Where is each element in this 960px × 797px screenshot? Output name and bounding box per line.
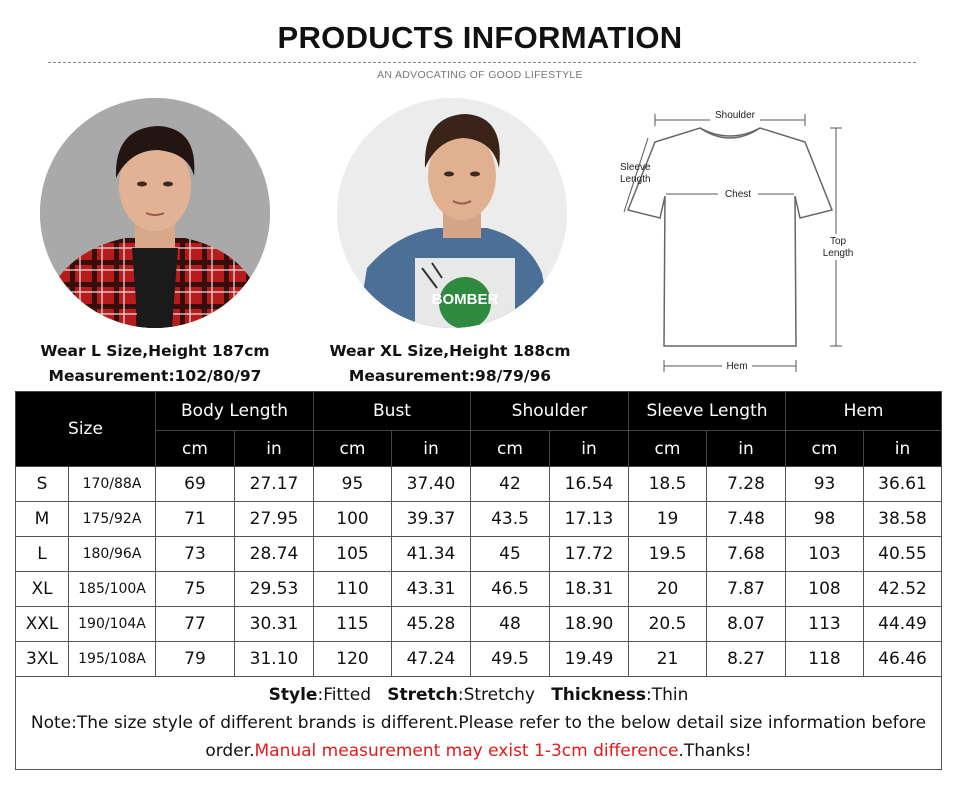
measurement-cell: 40.55 [864, 537, 942, 572]
unit-header: cm [314, 431, 392, 467]
measurement-cell: 38.58 [864, 502, 942, 537]
measurement-cell: 47.24 [392, 642, 471, 677]
measurement-cell: 113 [786, 607, 864, 642]
unit-header: in [392, 431, 471, 467]
model-photo-l [40, 98, 270, 328]
model-l-size-height: Wear L Size,Height 187cm [40, 342, 270, 360]
size-label: L [16, 537, 69, 572]
note-thanks: .Thanks! [678, 741, 752, 761]
model-xl-size-height: Wear XL Size,Height 188cm [329, 342, 571, 360]
thickness-label: Thickness [551, 685, 646, 705]
unit-header: cm [786, 431, 864, 467]
table-row [16, 467, 942, 502]
note-text: Note:The size style of different brands is different.Please refer to the below detail size information before order. [30, 713, 927, 761]
chest-label: Chest [724, 189, 752, 200]
column-group-header: Bust [314, 392, 471, 431]
measurement-cell: 79 [156, 642, 235, 677]
measurement-cell: 7.87 [707, 572, 786, 607]
measurement-cell: 103 [786, 537, 864, 572]
measurement-cell: 120 [314, 642, 392, 677]
measurement-cell: 18.5 [629, 467, 707, 502]
unit-header: in [550, 431, 629, 467]
measurement-cell: 44.49 [864, 607, 942, 642]
measurement-cell: 37.40 [392, 467, 471, 502]
column-group-header: Sleeve Length [629, 392, 786, 431]
measurement-cell: 93 [786, 467, 864, 502]
measurement-cell: 69 [156, 467, 235, 502]
model-l-caption [20, 339, 290, 389]
size-chart-table [15, 391, 942, 770]
unit-header: cm [156, 431, 235, 467]
size-code: 195/108A [69, 642, 156, 677]
sleeve-label-line1: Sleeve [620, 162, 651, 173]
page-subtitle: AN ADVOCATING OF GOOD LIFESTYLE [377, 69, 583, 81]
measurement-cell: 7.48 [707, 502, 786, 537]
measurement-cell: 41.34 [392, 537, 471, 572]
size-code: 170/88A [69, 467, 156, 502]
measurement-cell: 18.31 [550, 572, 629, 607]
column-group-header: Hem [786, 392, 942, 431]
size-code: 190/104A [69, 607, 156, 642]
table-row [16, 537, 942, 572]
model-l-measurement: Measurement:102/80/97 [48, 367, 262, 385]
measurement-cell: 20 [629, 572, 707, 607]
product-notes [16, 677, 942, 770]
unit-header: in [864, 431, 942, 467]
measurement-cell: 16.54 [550, 467, 629, 502]
measurement-cell: 108 [786, 572, 864, 607]
measurement-cell: 42 [471, 467, 550, 502]
measurement-cell: 46.46 [864, 642, 942, 677]
measurement-cell: 43.5 [471, 502, 550, 537]
measurement-cell: 28.74 [235, 537, 314, 572]
measurement-cell: 17.72 [550, 537, 629, 572]
shoulder-label: Shoulder [714, 110, 756, 121]
measurement-cell: 98 [786, 502, 864, 537]
measurement-cell: 27.95 [235, 502, 314, 537]
measurement-cell: 49.5 [471, 642, 550, 677]
size-label: M [16, 502, 69, 537]
measurement-cell: 7.68 [707, 537, 786, 572]
size-rows [16, 467, 942, 677]
measurement-cell: 95 [314, 467, 392, 502]
size-header: Size [16, 392, 156, 467]
size-label: 3XL [16, 642, 69, 677]
model-xl-measurement: Measurement:98/79/96 [348, 367, 552, 385]
measurement-cell: 43.31 [392, 572, 471, 607]
measurement-cell: 21 [629, 642, 707, 677]
size-label: XXL [16, 607, 69, 642]
table-row [16, 607, 942, 642]
measurement-cell: 75 [156, 572, 235, 607]
measurement-cell: 42.52 [864, 572, 942, 607]
measurement-cell: 118 [786, 642, 864, 677]
measurement-cell: 110 [314, 572, 392, 607]
fabric-properties [22, 681, 935, 709]
measurement-cell: 8.07 [707, 607, 786, 642]
measurement-cell: 7.28 [707, 467, 786, 502]
unit-header: in [707, 431, 786, 467]
measurement-diagram [600, 100, 860, 380]
note-warning: Manual measurement may exist 1-3cm difference [254, 741, 679, 761]
model-xl-caption [320, 339, 580, 389]
measurement-cell: 31.10 [235, 642, 314, 677]
table-row [16, 642, 942, 677]
measurement-cell: 73 [156, 537, 235, 572]
measurement-cell: 19.5 [629, 537, 707, 572]
sleeve-label-line2: Length [620, 174, 651, 185]
unit-header: cm [629, 431, 707, 467]
size-label: S [16, 467, 69, 502]
measurement-cell: 46.5 [471, 572, 550, 607]
table-row [16, 572, 942, 607]
measurement-cell: 77 [156, 607, 235, 642]
top-length-label-line2: Length [822, 248, 854, 259]
measurement-cell: 30.31 [235, 607, 314, 642]
page-title: PRODUCTS INFORMATION [277, 20, 683, 55]
measurement-cell: 36.61 [864, 467, 942, 502]
size-label: XL [16, 572, 69, 607]
measurement-cell: 45.28 [392, 607, 471, 642]
measurement-cell: 19.49 [550, 642, 629, 677]
size-code: 175/92A [69, 502, 156, 537]
shirt-print-text: BOMBER [431, 291, 499, 308]
measurement-cell: 29.53 [235, 572, 314, 607]
measurement-cell: 20.5 [629, 607, 707, 642]
stretch-value: :Stretchy [457, 685, 535, 705]
measurement-cell: 115 [314, 607, 392, 642]
measurement-cell: 17.13 [550, 502, 629, 537]
measurement-cell: 45 [471, 537, 550, 572]
size-note [22, 709, 935, 765]
measurement-cell: 71 [156, 502, 235, 537]
style-label: Style [268, 685, 318, 705]
style-value: :Fitted [317, 685, 372, 705]
measurement-cell: 105 [314, 537, 392, 572]
measurement-cell: 48 [471, 607, 550, 642]
hem-label: Hem [726, 361, 748, 372]
measurement-cell: 39.37 [392, 502, 471, 537]
title-divider [48, 62, 916, 63]
column-group-header: Body Length [156, 392, 314, 431]
unit-header: cm [471, 431, 550, 467]
measurement-cell: 19 [629, 502, 707, 537]
column-group-header: Shoulder [471, 392, 629, 431]
stretch-label: Stretch [387, 685, 458, 705]
size-code: 185/100A [69, 572, 156, 607]
size-code: 180/96A [69, 537, 156, 572]
measurement-cell: 100 [314, 502, 392, 537]
measurement-cell: 8.27 [707, 642, 786, 677]
measurement-cell: 18.90 [550, 607, 629, 642]
measurement-cell: 27.17 [235, 467, 314, 502]
model-photo-xl [337, 98, 567, 328]
table-row [16, 502, 942, 537]
top-length-label-line1: Top [829, 236, 847, 247]
thickness-value: :Thin [645, 685, 689, 705]
tshirt-outline [628, 128, 832, 346]
unit-header: in [235, 431, 314, 467]
